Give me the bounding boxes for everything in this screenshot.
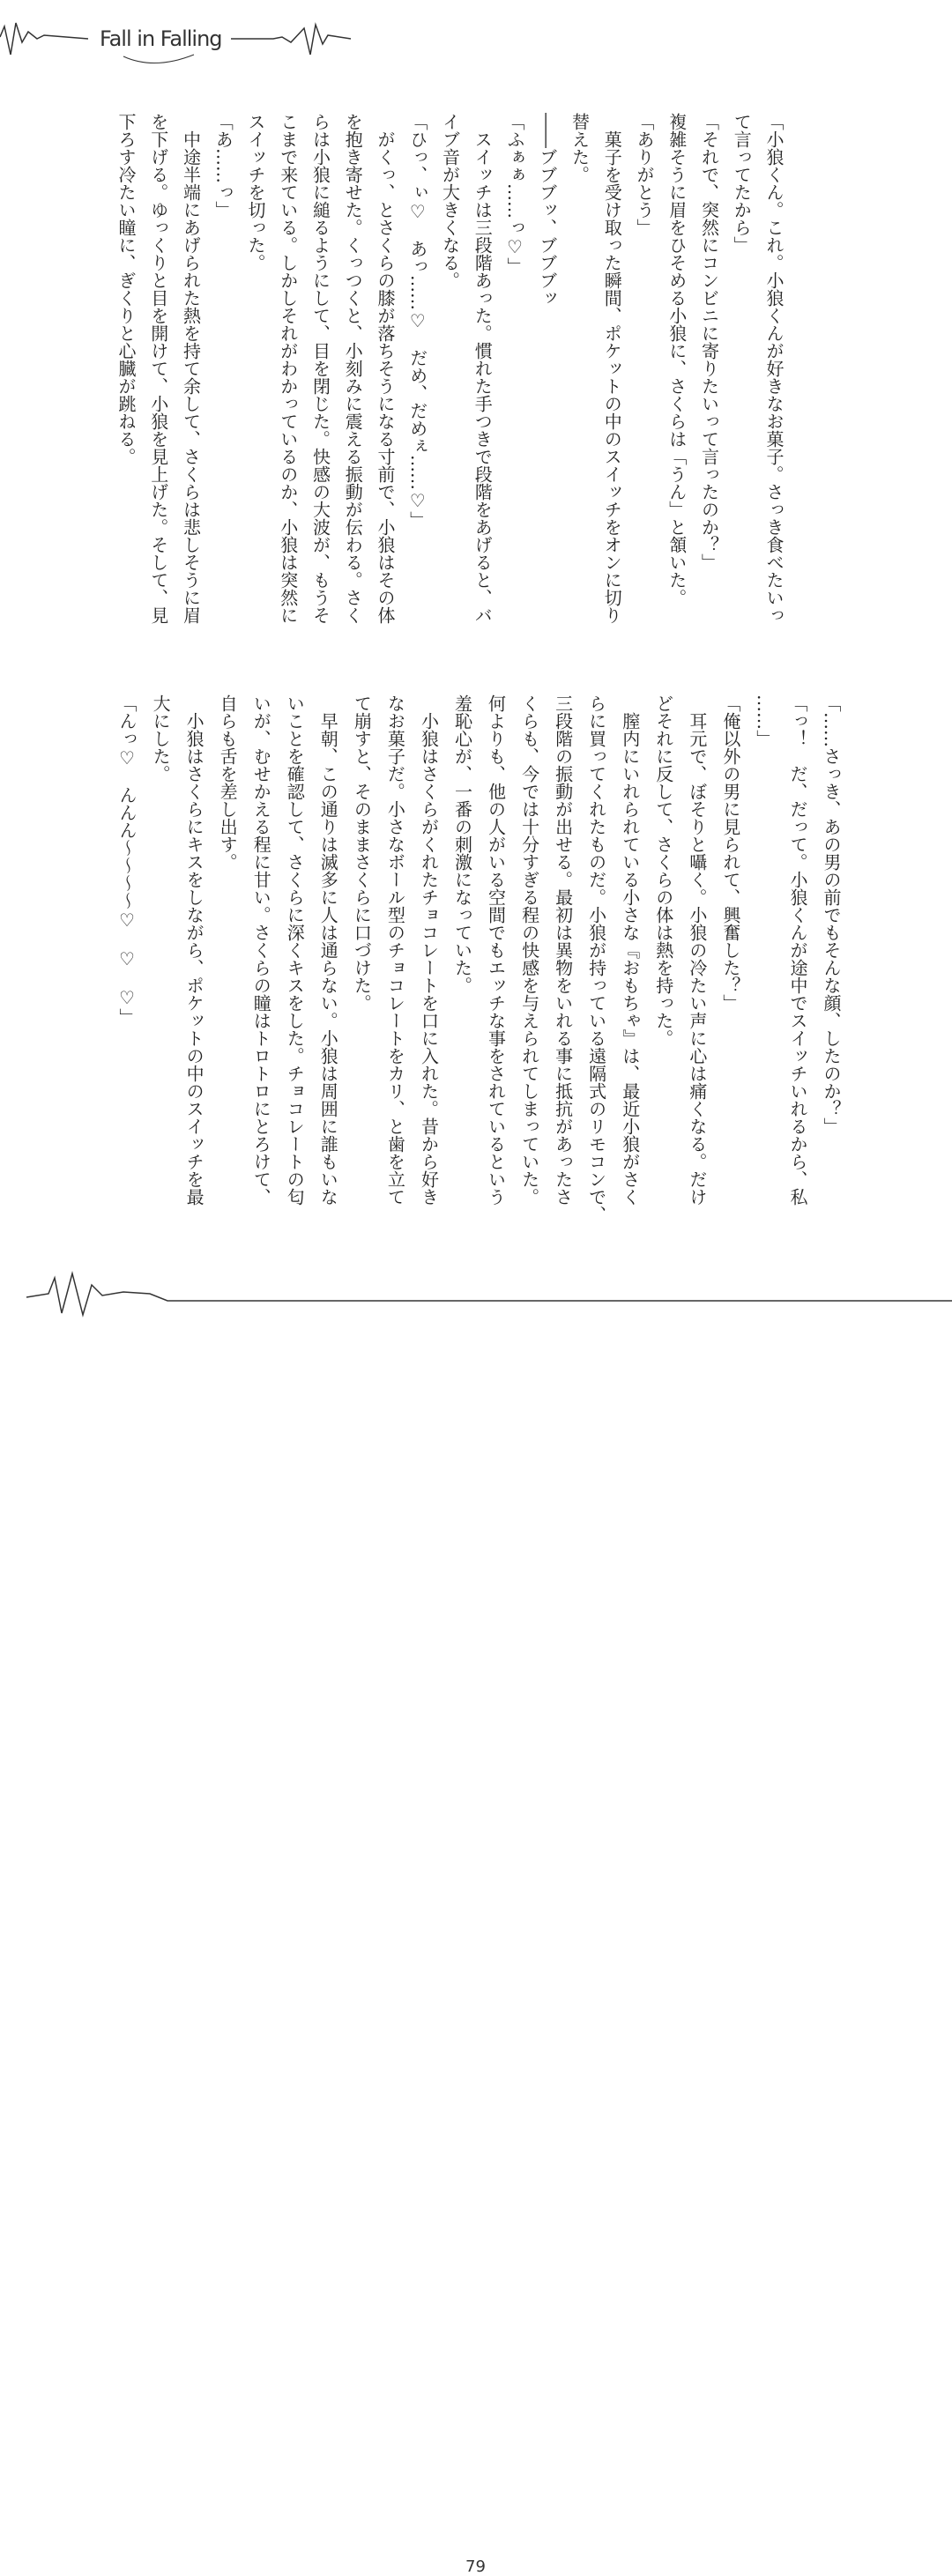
text-column: 「ありがとう」 [634,113,655,236]
text-column: 「ふぁぁ……っ♡」 [504,113,525,275]
text-column: スイッチは三段階あった。慣れた手つきで段階をあげると、バ [472,113,494,624]
text-column: いことを確認して、さくらに深くキスをした。チョコレートの匂 [284,694,306,1206]
text-column: らは小狼に縋るようにして、目を閉じた。快感の大波が、もうそ [309,113,331,624]
text-column: 下ろす冷たい瞳に、ぎくりと心臓が跳ねる。 [115,113,137,465]
text-column: 早朝、この通りは滅多に人は通らない。小狼は周囲に誰もいな [317,694,339,1206]
text-column: 中途半端にあげられた熱を持て余して、さくらは悲しそうに眉 [180,113,202,624]
text-column: て崩すと、そのままさくらに口づけた。 [351,694,373,1012]
text-column: 「っ！ だ、だって。小狼くんが途中でスイッチいれるから、私 [786,694,808,1206]
text-column: ――ブブブッ、ブブブッ [536,113,558,307]
text-column: 複雑そうに眉をひそめる小狼に、さくらは「うん」と頷いた。 [666,113,688,606]
text-column: 大にした。 [150,694,172,783]
text-column: て言ってたから」 [731,113,753,254]
text-column: 自らも舌を差し出す。 [217,694,239,871]
text-column: くらも、今では十分すぎる程の快感を与えられてしまっていた。 [518,694,540,1206]
book-title-logo: Fall in Falling [100,26,222,51]
text-column: 「……さっき、あの男の前でもそんな顔、したのか？」 [821,694,842,1135]
text-column: どそれに反して、さくらの体は熱を持った。 [652,694,674,1047]
text-column: なお菓子だ。小さなボール型のチョコレートをカリ、と歯を立て [384,694,406,1206]
text-column: 「それで、突然にコンビニに寄りたいって言ったのか？」 [698,113,720,571]
text-column: 何よりも、他の人がいる空間でもエッチな事をされているという [485,694,507,1206]
text-column: 「小狼くん。これ。小狼くんが好きなお菓子。さっき食べたいっ [763,113,785,624]
text-column: らに買ってくれたものだ。小狼が持っている遠隔式のリモコンで、 [585,694,607,1223]
page-footer [0,1269,952,2576]
text-column: を抱き寄せた。くっつくと、小刻みに震える振動が伝わる。さく [342,113,364,624]
text-column: 小狼はさくらがくれたチョコレートを口に入れた。昔から好き [418,694,440,1206]
text-column: 羞恥心が、一番の刺激になっていた。 [451,694,473,994]
text-column: いが、むせかえる程に甘い。さくらの瞳はトロトロにとろけて、 [250,694,272,1206]
text-column: 「俺以外の男に見られて、興奮した？」 [719,694,741,1012]
heartbeat-line-icon [0,1269,952,1357]
page-number: 79 [465,2557,486,2576]
text-column: 菓子を受け取った瞬間、ポケットの中のスイッチをオンに切り [601,113,623,624]
text-column: 三段階の振動が出せる。最初は異物をいれる事に抵抗があったさ [552,694,574,1206]
running-header [0,18,353,88]
text-block-upper [109,113,790,650]
text-column: 小狼はさくらにキスをしながら、ポケットの中のスイッチを最 [183,694,205,1206]
text-column: 「あ……っ」 [212,113,234,219]
text-column: 「ひっ、ぃ♡ あっ……♡ だめ、だめぇ……♡」 [406,113,428,529]
text-column: を下げる。ゆっくりと目を開けて、小狼を見上げた。そして、見 [147,113,169,624]
text-column: 膣内にいれられている小さな『おもちゃ』は、最近小狼がさく [619,694,641,1206]
text-column: 替えた。 [569,113,591,183]
text-column: こまで来ている。しかしそれがわかっているのか、小狼は突然に [277,113,299,624]
text-block-lower [109,694,848,1232]
text-column: スイッチを切った。 [245,113,266,271]
text-column: がくっ、とさくらの膝が落ちそうになる寸前で、小狼はその体 [375,113,396,624]
text-column: 「んっ♡ んんん～～～～♡ ♡ ♡」 [116,694,138,1026]
text-column: ……」 [753,694,775,747]
text-column: イブ音が大きくなる。 [439,113,461,289]
text-column: 耳元で、ぼそりと囁く。小狼の冷たい声に心は痛くなる。だけ [686,694,708,1206]
